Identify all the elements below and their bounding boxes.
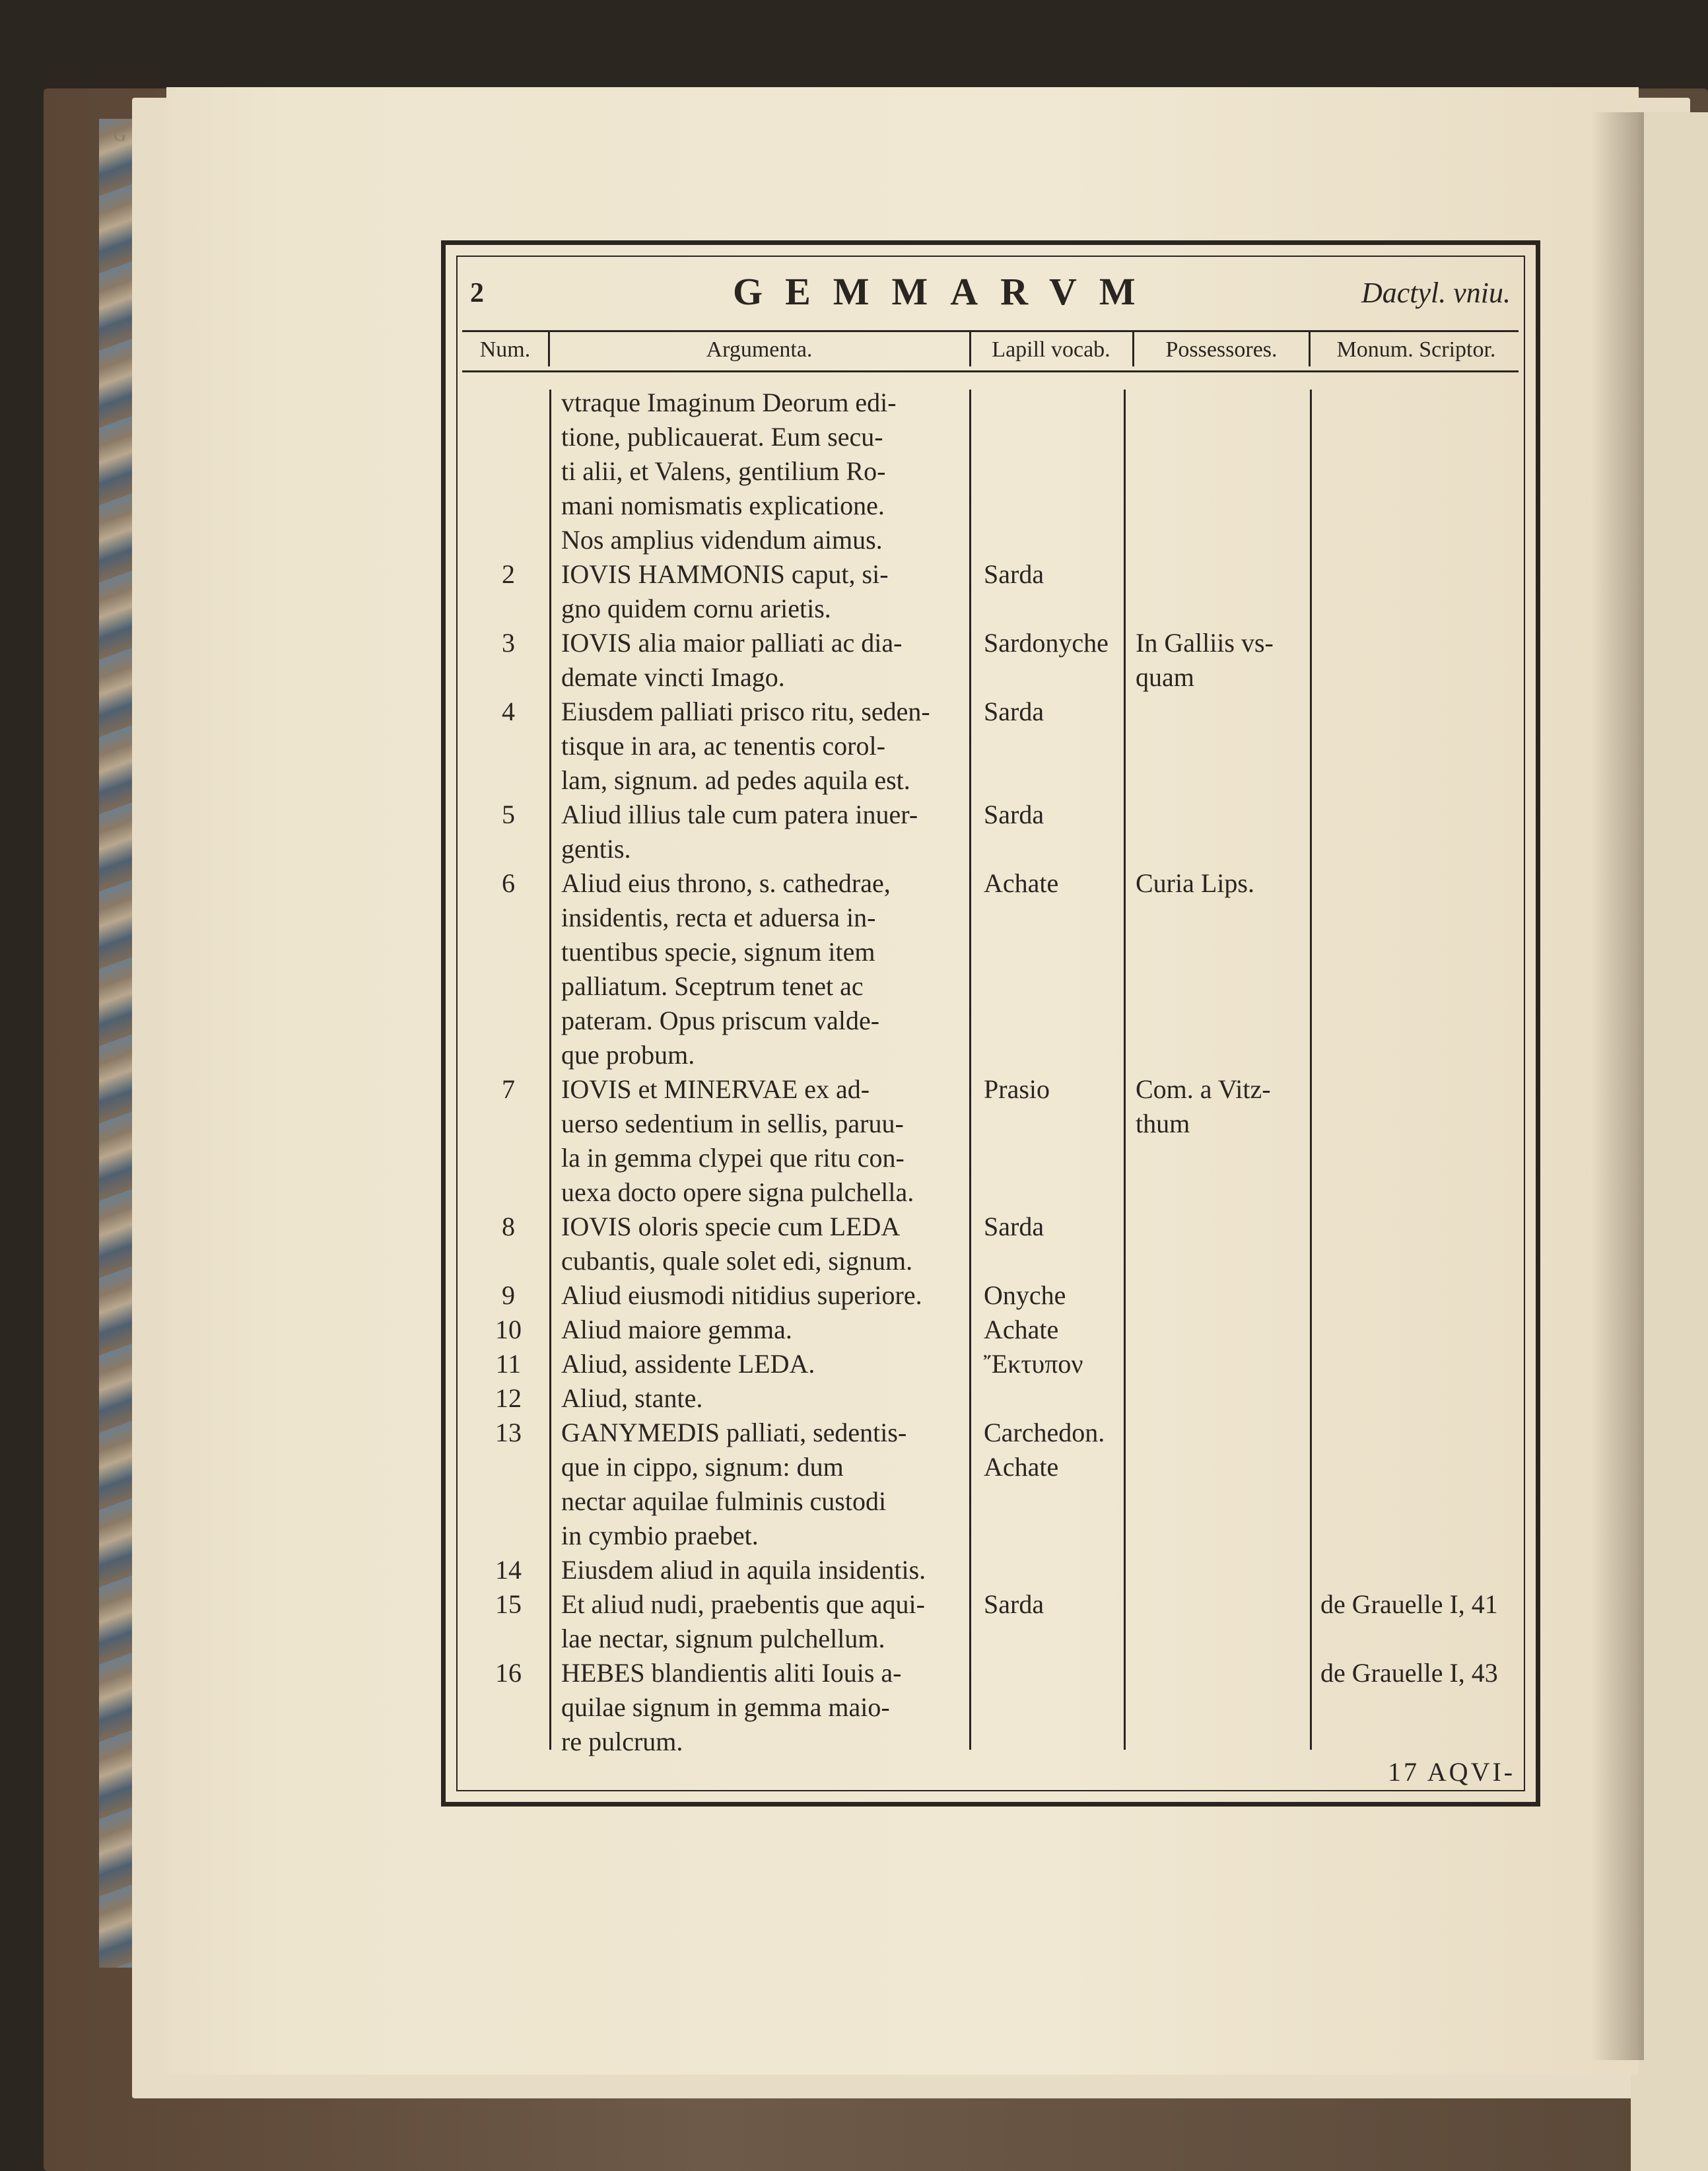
row-number: 15 — [495, 1589, 522, 1619]
argument-line: uexa docto opere signa pulchella. — [561, 1177, 914, 1207]
catchword: 17 AQVI- — [1388, 1757, 1516, 1787]
row-number: 14 — [495, 1555, 522, 1585]
row-number: 16 — [495, 1658, 522, 1688]
row-number: 5 — [502, 800, 515, 829]
row-number: 8 — [502, 1212, 515, 1241]
row-number: 7 — [502, 1074, 515, 1104]
argument-line: Aliud, stante. — [561, 1383, 703, 1413]
argument-text — [561, 1278, 963, 1313]
column-divider — [969, 332, 971, 366]
argument-line: tione, publicauerat. Eum secu- — [561, 422, 883, 452]
argument-text — [561, 1072, 963, 1210]
argument-text — [561, 557, 963, 626]
row-number: 4 — [502, 697, 515, 726]
row-number: 2 — [502, 559, 515, 589]
argument-line: ti alii, et Valens, gentilium Ro- — [561, 456, 886, 486]
page-number: 2 — [470, 278, 484, 308]
column-header-monumenta: Monum. Scriptor. — [1336, 337, 1496, 362]
argument-line: Aliud illius tale cum patera inuer- — [561, 800, 918, 829]
argument-line: Et aliud nudi, praebentis que aqui- — [561, 1589, 925, 1619]
column-divider — [1310, 390, 1312, 1750]
argument-line: re pulcrum. — [561, 1727, 683, 1756]
argument-line: la in gemma clypei que ritu con- — [561, 1143, 905, 1173]
column-header-argumenta: Argumenta. — [706, 337, 813, 362]
column-header-possessores: Possessores. — [1165, 337, 1278, 362]
argument-text — [561, 1416, 963, 1553]
argument-line: gno quidem cornu arietis. — [561, 594, 831, 623]
column-header-lapis: Lapill vocab. — [992, 337, 1110, 362]
argument-text — [561, 1381, 963, 1416]
argument-line: uerso sedentium in sellis, paruu- — [561, 1109, 904, 1138]
column-divider — [548, 332, 550, 366]
column-divider — [969, 390, 971, 1750]
argument-line: Eiusdem palliati prisco ritu, seden- — [561, 697, 930, 726]
argument-line: Aliud, assidente LEDA. — [561, 1349, 815, 1379]
row-number: 11 — [495, 1349, 522, 1379]
argument-line: Eiusdem aliud in aquila insidentis. — [561, 1555, 926, 1585]
row-number: 3 — [502, 628, 515, 658]
possessor: Curia Lips. — [1136, 868, 1254, 898]
stone-name: Sarda — [984, 697, 1044, 726]
argument-line: gentis. — [561, 834, 631, 864]
argument-line: Nos amplius videndum aimus. — [561, 525, 883, 555]
argument-line: Aliud eius throno, s. cathedrae, — [561, 868, 891, 898]
argument-line: nectar aquilae fulminis custodi — [561, 1486, 887, 1516]
page-title: GEMMARVM — [733, 270, 1158, 313]
stone-name: Carchedon. Achate — [984, 1418, 1105, 1482]
argument-line: IOVIS et MINERVAE ex ad- — [561, 1074, 870, 1104]
argument-line: palliatum. Sceptrum tenet ac — [561, 971, 864, 1001]
argument-line: que in cippo, signum: dum — [561, 1452, 844, 1482]
argument-line: cubantis, quale solet edi, signum. — [561, 1246, 913, 1276]
stone-name: Sardonyche — [984, 628, 1109, 658]
argument-line: mani nomismatis explicatione. — [561, 491, 885, 520]
edge-label: G — [114, 125, 126, 145]
argument-line: in cymbio praebet. — [561, 1521, 759, 1550]
stone-name: Sarda — [984, 1212, 1044, 1241]
monument-reference: de Grauelle I, 41 — [1320, 1589, 1498, 1619]
argument-text — [561, 1313, 963, 1347]
argument-text — [561, 798, 963, 866]
stone-name: Sarda — [984, 559, 1044, 589]
stone-name: Sarda — [984, 1589, 1044, 1619]
argument-line: que probum. — [561, 1040, 695, 1070]
argument-line: Aliud eiusmodi nitidius superiore. — [561, 1280, 922, 1310]
page-header — [462, 269, 1519, 316]
row-number: 13 — [495, 1418, 522, 1447]
stone-name: Ἔκτυπον — [984, 1349, 1083, 1379]
stone-name: Sarda — [984, 800, 1044, 829]
argument-line: tisque in ara, ac tenentis corol- — [561, 731, 885, 761]
row-number: 9 — [502, 1280, 515, 1310]
stone-name: Onyche — [984, 1280, 1066, 1310]
argument-text — [561, 386, 963, 557]
argument-line: lae nectar, signum pulchellum. — [561, 1624, 885, 1653]
argument-line: HEBES blandientis aliti Iouis a- — [561, 1658, 902, 1688]
stone-name: Prasio — [984, 1074, 1050, 1104]
argument-line: Aliud maiore gemma. — [561, 1315, 792, 1344]
argument-line: IOVIS oloris specie cum LEDA — [561, 1212, 901, 1241]
argument-line: pateram. Opus priscum valde- — [561, 1006, 880, 1035]
column-header-num: Num. — [479, 337, 531, 362]
table-body — [462, 376, 1519, 1770]
argument-text — [561, 866, 963, 1072]
argument-text — [561, 1347, 963, 1381]
running-head: Dactyl. vniu. — [1361, 277, 1511, 309]
argument-line: insidentis, recta et aduersa in- — [561, 903, 876, 932]
column-header-row — [462, 330, 1519, 372]
row-number: 10 — [495, 1315, 522, 1344]
argument-line: quilae signum in gemma maio- — [561, 1692, 890, 1722]
column-divider — [549, 390, 551, 1750]
stone-name: Achate — [984, 868, 1059, 898]
argument-text — [561, 1656, 963, 1759]
argument-text — [561, 1553, 963, 1587]
column-divider — [1309, 332, 1311, 366]
argument-text — [561, 1587, 963, 1656]
row-number: 6 — [502, 868, 515, 898]
gutter-shadow — [1591, 112, 1644, 2060]
argument-line: vtraque Imaginum Deorum edi- — [561, 388, 897, 417]
column-divider — [1132, 332, 1134, 366]
monument-reference: de Grauelle I, 43 — [1320, 1658, 1498, 1688]
argument-line: IOVIS HAMMONIS caput, si- — [561, 559, 889, 589]
argument-line: lam, signum. ad pedes aquila est. — [561, 765, 910, 795]
argument-line: tuentibus specie, signum item — [561, 937, 875, 967]
argument-text — [561, 626, 963, 695]
row-number: 12 — [495, 1383, 522, 1413]
possessor: Com. a Vitz- thum — [1136, 1074, 1271, 1138]
argument-line: IOVIS alia maior palliati ac dia- — [561, 628, 903, 658]
argument-line: demate vincti Imago. — [561, 662, 785, 692]
possessor: In Galliis vs- quam — [1136, 628, 1274, 692]
argument-text — [561, 695, 963, 798]
argument-text — [561, 1210, 963, 1278]
argument-line: GANYMEDIS palliati, sedentis- — [561, 1418, 907, 1447]
column-divider — [1124, 390, 1126, 1750]
stone-name: Achate — [984, 1315, 1059, 1344]
